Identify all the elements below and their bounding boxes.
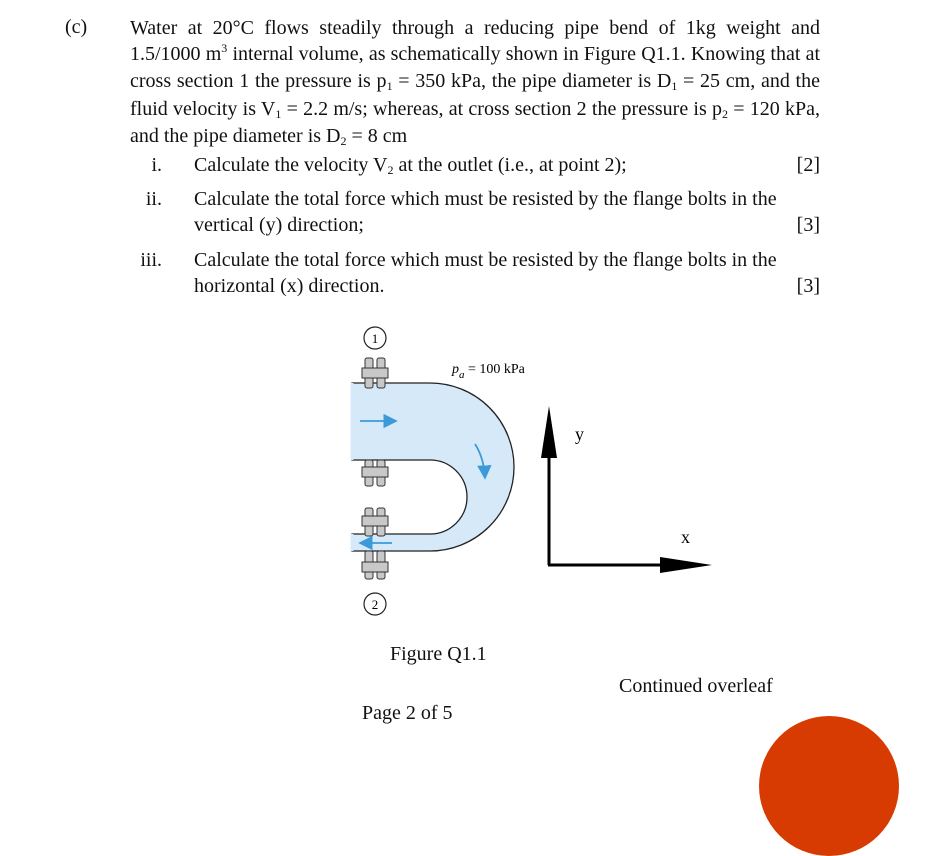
- atmospheric-pressure-label: $p_a = 100$ kPa: [452, 362, 525, 381]
- question-text: Calculate the total force which must be resisted by the flange bolts in the vertical (y) direction;: [194, 188, 777, 236]
- question-marks: [2]: [796, 154, 820, 176]
- question-text: Calculate the velocity $V_2$ at the outlet (i.e., at point 2);: [194, 154, 627, 177]
- y-axis-arrowhead: [541, 406, 557, 458]
- x-axis-label: x: [681, 527, 690, 547]
- part-label: (c): [65, 16, 88, 38]
- question-text: Calculate the total force which must be resisted by the flange bolts in the horizontal (x) direction.: [194, 249, 777, 297]
- page-number: Page 2 of 5: [362, 702, 453, 724]
- question-number: i.: [151, 154, 162, 176]
- flange-bottom: [362, 551, 388, 579]
- figure-caption: Figure Q1.1: [390, 643, 487, 665]
- question-number: ii.: [145, 188, 162, 210]
- question-number: iii.: [140, 249, 162, 271]
- point-1-label: 1: [371, 331, 379, 346]
- continued-overleaf: Continued overleaf: [619, 675, 773, 697]
- question-marks: [3]: [796, 214, 820, 236]
- x-axis-arrowhead: [660, 557, 712, 573]
- flange-middle-upper: [362, 460, 388, 486]
- flange-middle-lower: [362, 508, 388, 536]
- problem-statement: Water at 20°C flows steadily through a reducing pipe bend of 1kg weight and 1.5/1000 $m^3$ internal volume, as schematically shown in Figure Q1.1. Knowing that at cross section 1 the pressure is $p_1 = 350$ kPa, the pipe diameter is $D_1 = 25$ cm, and the fluid velocity is $V_1 = 2.2$ m/s; whereas, at cross section 2 the pressure is $p_2 = 120$ kPa, and the pipe diameter is $D_2 = 8$ cm: [130, 17, 821, 149]
- question-marks: [3]: [796, 275, 820, 297]
- y-axis-label: y: [575, 424, 584, 444]
- point-2-label: 2: [371, 597, 379, 612]
- orange-circle-overlay: [759, 716, 899, 856]
